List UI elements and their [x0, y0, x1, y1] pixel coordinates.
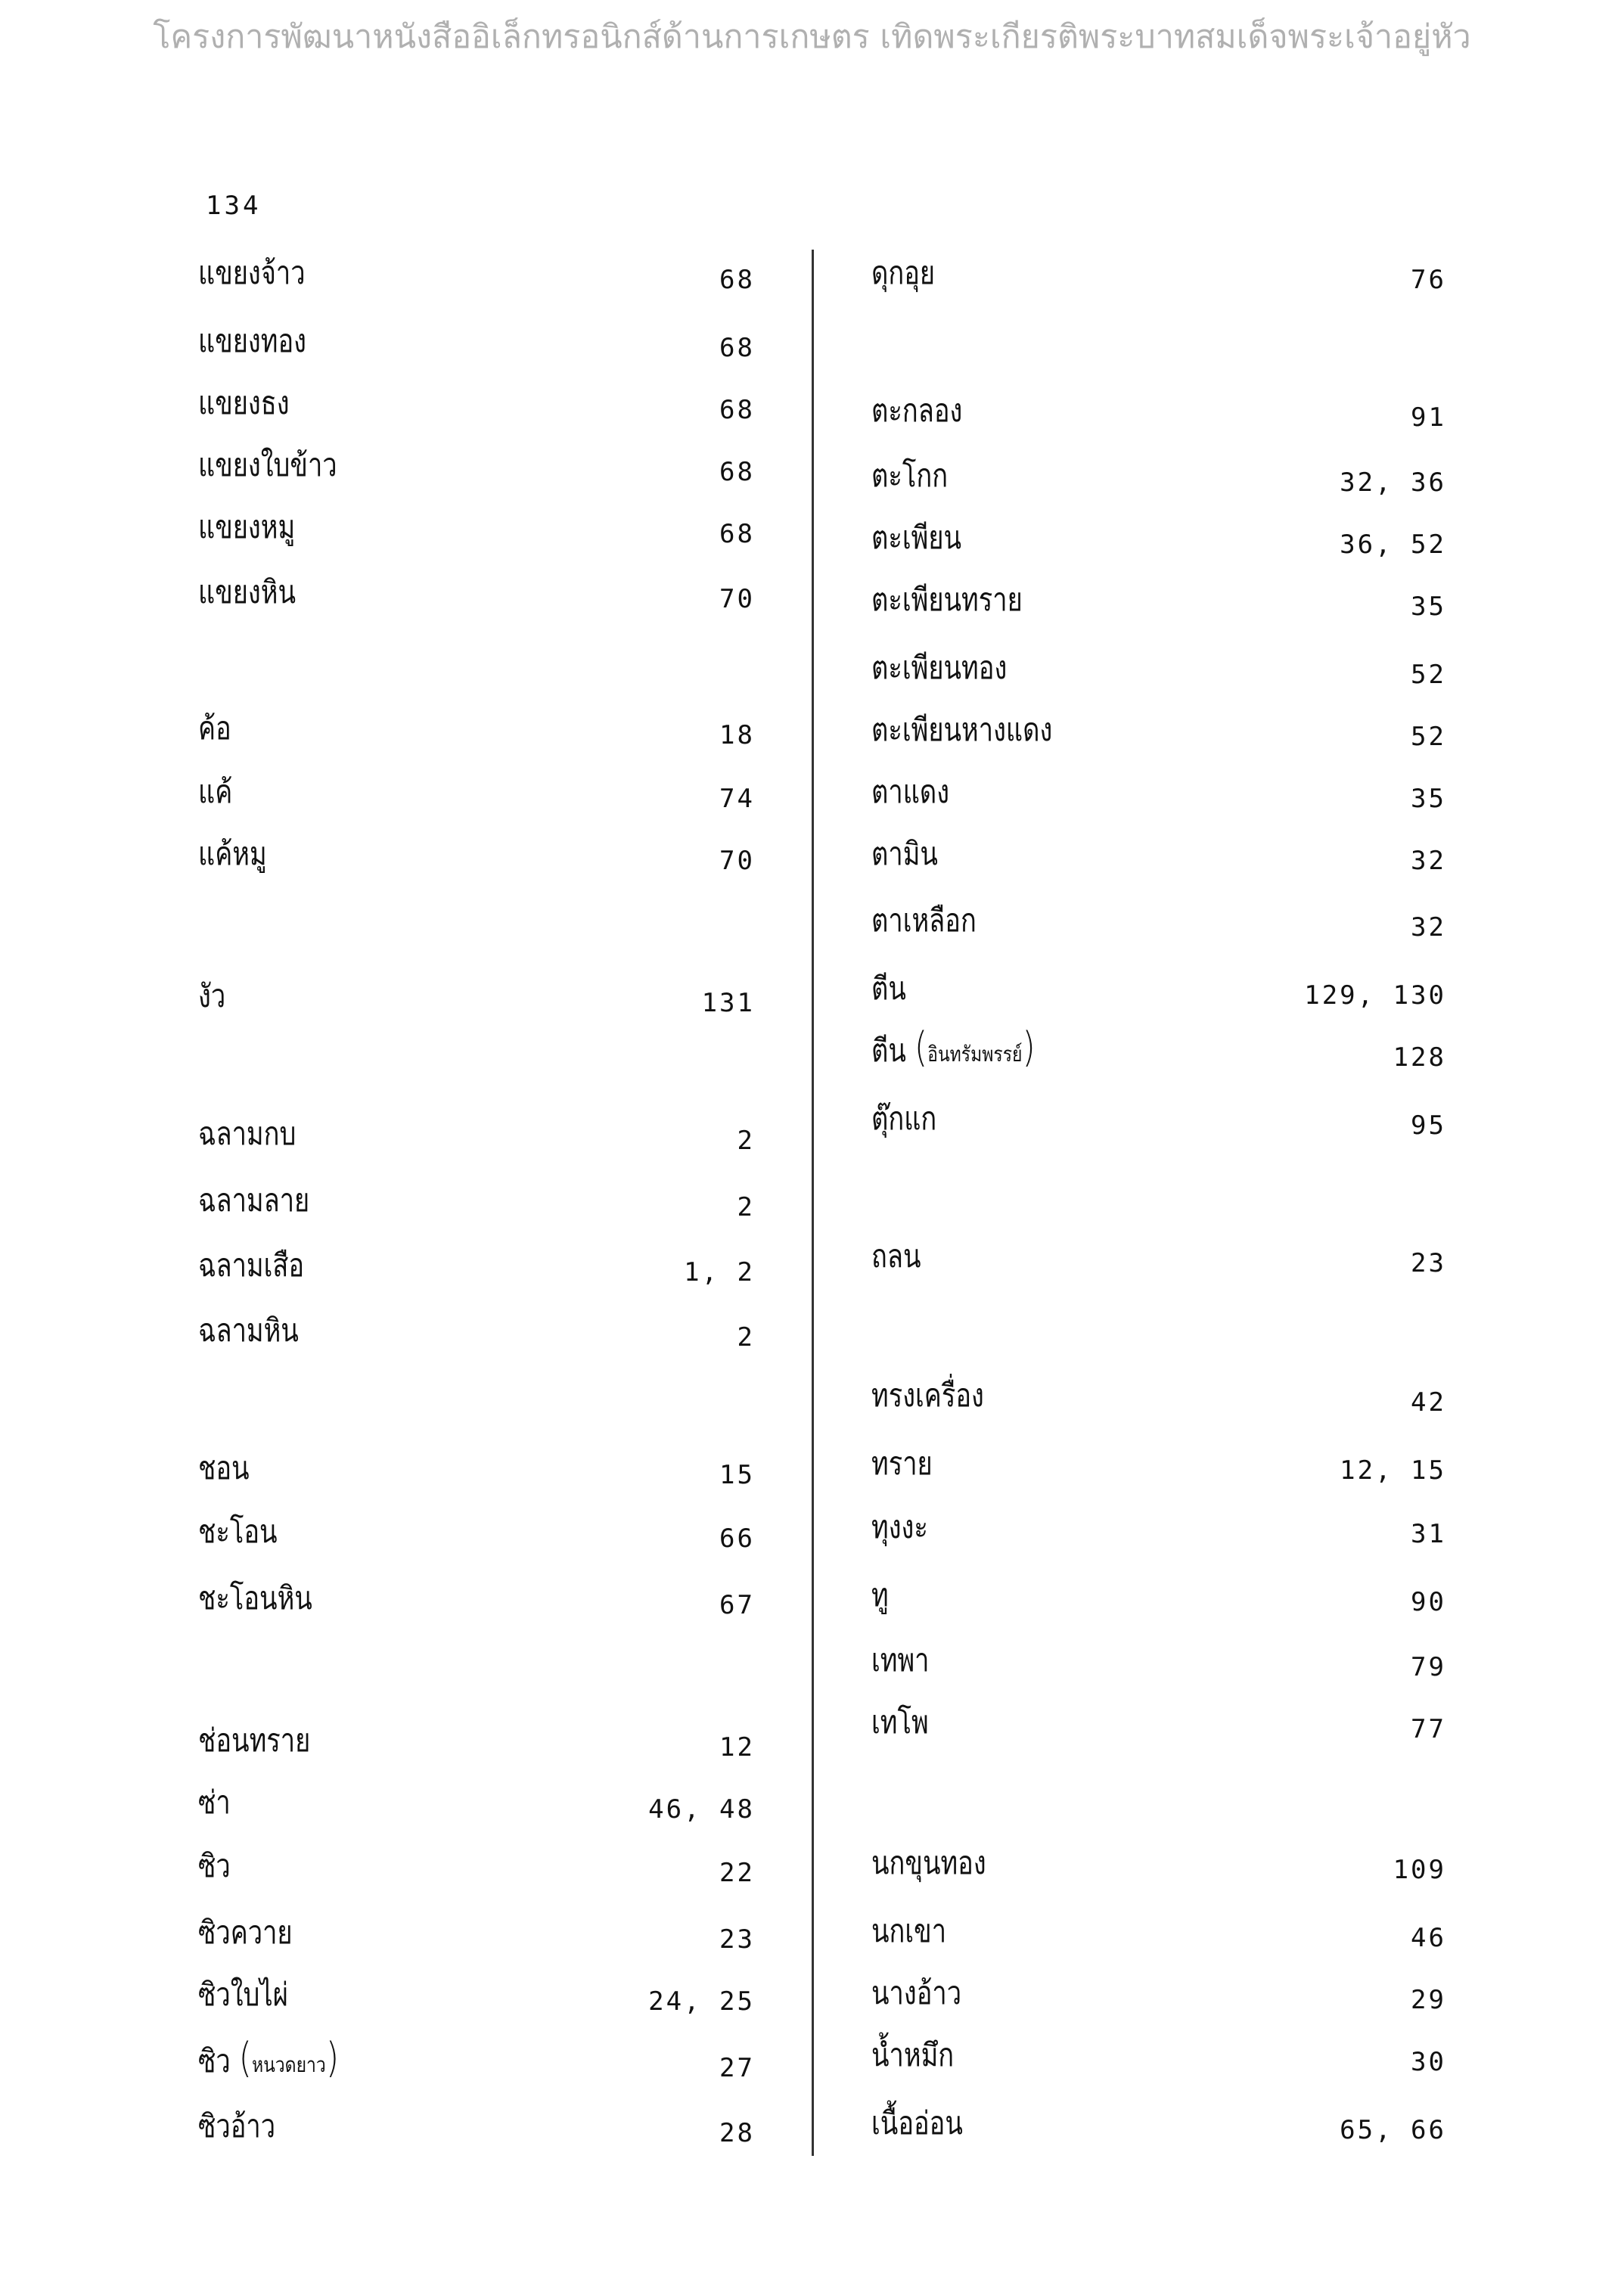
- entry-pages: 12, 15: [1340, 1455, 1446, 1486]
- open-paren: (: [238, 2034, 252, 2082]
- entry-pages: 36, 52: [1340, 530, 1446, 560]
- entry-term: ตะเพียนทอง: [871, 649, 1008, 686]
- index-entry: [871, 773, 1446, 821]
- index-entry: [198, 1115, 755, 1163]
- index-entry: [871, 649, 1446, 697]
- page-number: 134: [206, 191, 262, 221]
- index-entry: [871, 1576, 1446, 1625]
- entry-term: ตะเพียนทราย: [871, 581, 1023, 618]
- entry-term: ทราย: [871, 1445, 933, 1482]
- entry-term: ฉลามกบ: [198, 1115, 297, 1152]
- index-entry: [871, 902, 1446, 950]
- entry-term: [198, 2034, 339, 2086]
- index-entry: [198, 1579, 755, 1628]
- index-entry: [871, 457, 1446, 505]
- index-entry: [198, 1784, 755, 1832]
- entry-pages: 1, 2: [684, 1257, 755, 1287]
- entry-term: แขยงธง: [198, 384, 290, 421]
- entry-pages: 67: [719, 1590, 755, 1620]
- index-entry: [198, 710, 755, 758]
- entry-pages: 52: [1411, 660, 1446, 690]
- entry-pages: 2: [737, 1192, 755, 1222]
- entry-pages: 91: [1411, 402, 1446, 433]
- index-entry: [198, 1976, 755, 2024]
- index-entry: [871, 2104, 1446, 2153]
- entry-term: ซิวอ้าว: [198, 2107, 276, 2145]
- entry-term: ค้อ: [198, 710, 231, 747]
- entry-term: ตาแดง: [871, 773, 950, 810]
- entry-term: ซิวใบไผ่: [198, 1976, 288, 2013]
- index-entry: [871, 1023, 1446, 1080]
- index-entry: [871, 1641, 1446, 1690]
- entry-pages: 131: [701, 988, 755, 1018]
- entry-term: ชะโอนหิน: [198, 1579, 312, 1617]
- entry-term: แขยงหมู: [198, 508, 296, 545]
- entry-term: ชะโอน: [198, 1513, 278, 1550]
- entry-pages: 28: [719, 2118, 755, 2148]
- entry-term: เทพา: [871, 1641, 930, 1679]
- entry-term: น้ำหมึก: [871, 2036, 955, 2073]
- entry-term: แค้: [198, 773, 233, 810]
- index-entry: [198, 1182, 755, 1230]
- index-entry: [198, 384, 755, 433]
- entry-term: [871, 1023, 1036, 1076]
- entry-term: ทู: [871, 1576, 889, 1613]
- index-entry: [198, 835, 755, 884]
- index-entry: [871, 581, 1446, 629]
- entry-term: ตาเหลือก: [871, 902, 977, 939]
- entry-pages: 18: [719, 720, 755, 750]
- entry-pages: 31: [1411, 1519, 1446, 1549]
- entry-pages: 70: [719, 846, 755, 876]
- index-entry: [198, 446, 755, 495]
- entry-term: ฉลามหิน: [198, 1312, 299, 1349]
- entry-term-note: อินทรัมพรรย์: [927, 1042, 1023, 1067]
- entry-term: แค้หมู: [198, 835, 267, 872]
- entry-pages: 109: [1393, 1855, 1446, 1885]
- entry-term-note: หนวดยาว: [251, 2052, 326, 2077]
- entry-pages: 66: [719, 1523, 755, 1554]
- index-entry: [871, 1974, 1446, 2023]
- entry-pages: 29: [1411, 1985, 1446, 2015]
- entry-term: ทุงงะ: [871, 1508, 928, 1545]
- entry-pages: 68: [719, 395, 755, 425]
- entry-pages: 70: [719, 584, 755, 614]
- entry-term: นกขุนทอง: [871, 1844, 986, 1881]
- index-entry: [198, 2034, 755, 2091]
- entry-pages: 68: [719, 333, 755, 363]
- index-entry: [198, 508, 755, 557]
- index-entry: [871, 1704, 1446, 1752]
- entry-pages: 12: [719, 1732, 755, 1763]
- page-header: โครงการพัฒนาหนังสืออิเล็กทรอนิกส์ด้านการเกษตร เทิดพระเกียรติพระบาทสมเด็จพระเจ้าอยู่หัว: [153, 18, 1471, 56]
- entry-term: แขยงใบข้าว: [198, 446, 337, 483]
- entry-pages: 24, 25: [648, 1986, 755, 2017]
- entry-pages: 76: [1411, 265, 1446, 295]
- index-entry: [871, 1238, 1446, 1286]
- entry-term: ถลน: [871, 1238, 921, 1275]
- index-entry: [871, 519, 1446, 567]
- entry-pages: 52: [1411, 722, 1446, 752]
- entry-term: ตะเพียน: [871, 519, 962, 556]
- column-divider: [812, 250, 814, 2156]
- close-paren: ): [1022, 1023, 1036, 1071]
- entry-term: ตุ๊กแก: [871, 1100, 937, 1137]
- entry-pages: 2: [737, 1126, 755, 1156]
- index-entry: [198, 1722, 755, 1770]
- index-entry: [871, 1912, 1446, 1961]
- index-entry: [871, 392, 1446, 440]
- index-entry: [198, 1914, 755, 1962]
- entry-term: ชอน: [198, 1449, 250, 1486]
- entry-term: ช่อนทราย: [198, 1722, 311, 1759]
- entry-pages: 2: [737, 1322, 755, 1353]
- entry-pages: 32: [1411, 846, 1446, 876]
- index-entry: [871, 1100, 1446, 1148]
- entry-term: ตะเพียนหางแดง: [871, 711, 1053, 748]
- entry-term: แขยงจ้าว: [198, 254, 306, 291]
- index-entry: [198, 573, 755, 622]
- index-entry: [198, 322, 755, 371]
- index-entry: [198, 1847, 755, 1896]
- index-entry: [871, 1445, 1446, 1493]
- entry-term: แขยงทอง: [198, 322, 306, 359]
- index-entry: [871, 2036, 1446, 2085]
- entry-pages: 22: [719, 1858, 755, 1888]
- entry-pages: 27: [719, 2053, 755, 2083]
- index-entry: [198, 773, 755, 821]
- entry-term: ซิว: [198, 1847, 231, 1884]
- entry-pages: 95: [1411, 1110, 1446, 1141]
- entry-pages: 79: [1411, 1652, 1446, 1682]
- entry-term: ทรงเครื่อง: [871, 1377, 984, 1414]
- entry-term: ฉลามเสือ: [198, 1247, 305, 1284]
- entry-term: ซ่า: [198, 1784, 231, 1821]
- entry-pages: 128: [1393, 1042, 1446, 1073]
- index-entry: [198, 1449, 755, 1498]
- entry-pages: 46, 48: [648, 1794, 755, 1825]
- index-entry: [871, 970, 1446, 1018]
- entry-pages: 65, 66: [1340, 2115, 1446, 2145]
- entry-pages: 46: [1411, 1923, 1446, 1953]
- index-entry: [198, 1312, 755, 1360]
- entry-term: ฉลามลาย: [198, 1182, 310, 1219]
- open-paren: (: [914, 1023, 928, 1071]
- entry-pages: 23: [719, 1924, 755, 1955]
- entry-term: ตะกลอง: [871, 392, 963, 429]
- entry-pages: 90: [1411, 1587, 1446, 1617]
- index-entry: [198, 977, 755, 1026]
- index-entry: [871, 1377, 1446, 1425]
- entry-term-text: ตีน: [871, 1032, 906, 1069]
- entry-pages: 35: [1411, 784, 1446, 814]
- index-entry: [871, 1508, 1446, 1557]
- entry-pages: 23: [1411, 1248, 1446, 1278]
- index-entry: [871, 254, 1446, 303]
- close-paren: ): [325, 2034, 340, 2082]
- entry-term: เนื้ออ่อน: [871, 2104, 963, 2141]
- index-entry: [198, 2107, 755, 2156]
- entry-pages: 15: [719, 1460, 755, 1490]
- entry-pages: 42: [1411, 1387, 1446, 1418]
- entry-term: ตีน: [871, 970, 906, 1007]
- entry-pages: 74: [719, 784, 755, 814]
- index-entry: [198, 254, 755, 303]
- entry-pages: 32, 36: [1340, 467, 1446, 498]
- entry-term: ดุกอุย: [871, 254, 936, 291]
- entry-term: ซิวควาย: [198, 1914, 293, 1951]
- entry-term: เทโพ: [871, 1704, 929, 1741]
- entry-term: ตามิน: [871, 835, 938, 872]
- index-entry: [871, 835, 1446, 884]
- entry-term: นกเขา: [871, 1912, 947, 1949]
- index-entry: [871, 1844, 1446, 1893]
- entry-pages: 129, 130: [1304, 980, 1446, 1011]
- index-entry: [871, 711, 1446, 759]
- entry-pages: 68: [719, 519, 755, 549]
- entry-pages: 35: [1411, 592, 1446, 622]
- entry-term: แขยงหิน: [198, 573, 296, 610]
- entry-term: งัว: [198, 977, 226, 1014]
- entry-term: ตะโกก: [871, 457, 949, 494]
- entry-pages: 32: [1411, 912, 1446, 943]
- entry-term-text: ซิว: [198, 2042, 231, 2079]
- entry-term: นางอ้าว: [871, 1974, 962, 2011]
- entry-pages: 30: [1411, 2047, 1446, 2077]
- entry-pages: 68: [719, 457, 755, 487]
- index-entry: [198, 1247, 755, 1295]
- index-entry: [198, 1513, 755, 1561]
- entry-pages: 68: [719, 265, 755, 295]
- entry-pages: 77: [1411, 1714, 1446, 1744]
